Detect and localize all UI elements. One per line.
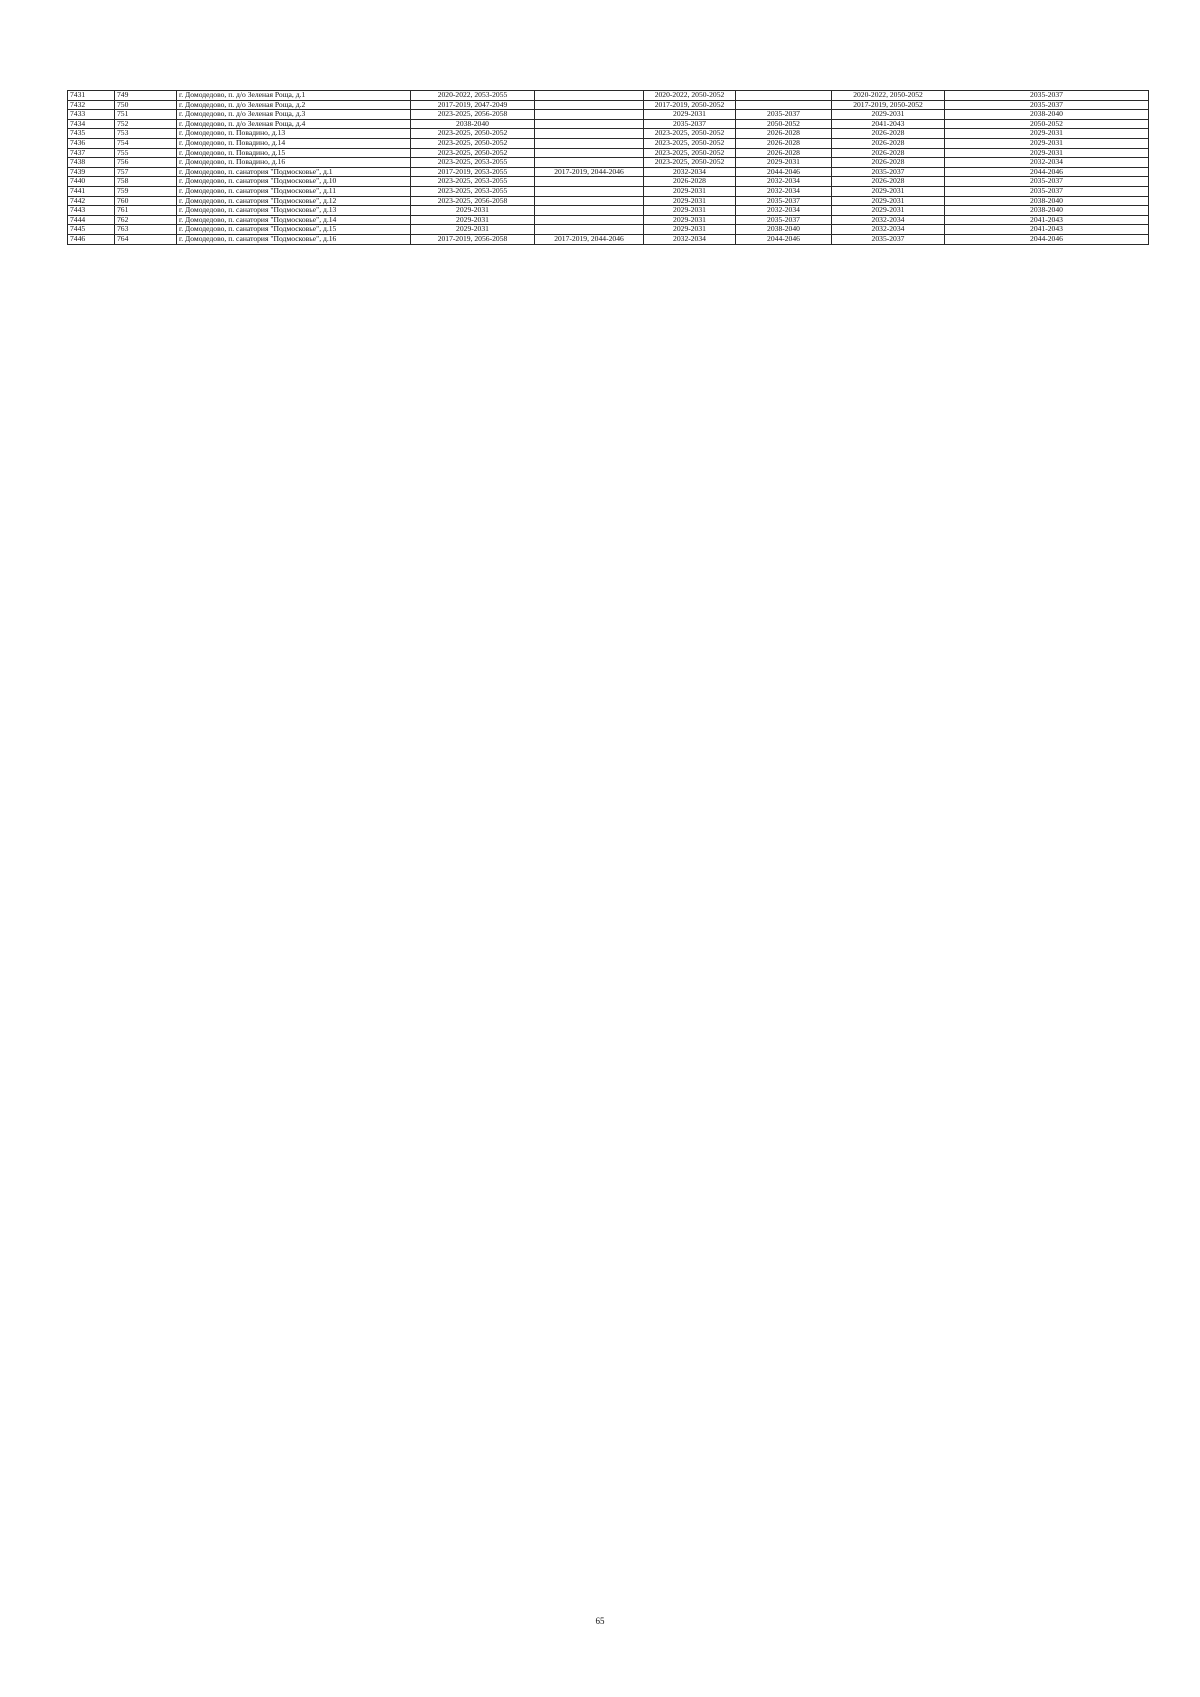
period-col6-cell: 2038-2040 — [945, 196, 1149, 206]
period-col5-cell: 2029-2031 — [832, 110, 945, 120]
period-col5-cell: 2020-2022, 2050-2052 — [832, 91, 945, 101]
address-cell: г. Домодедово, п. санатория "Подмосковье", д.12 — [177, 196, 411, 206]
row-number-cell: 7445 — [68, 225, 115, 235]
period-col6-cell: 2035-2037 — [945, 177, 1149, 187]
period-col6-cell: 2050-2052 — [945, 119, 1149, 129]
period-col4-cell: 2029-2031 — [736, 158, 832, 168]
period-col1-cell: 2023-2025, 2050-2052 — [411, 148, 535, 158]
period-col3-cell: 2023-2025, 2050-2052 — [644, 129, 736, 139]
period-col5-cell: 2035-2037 — [832, 167, 945, 177]
period-col2-cell — [535, 91, 644, 101]
period-col4-cell: 2026-2028 — [736, 148, 832, 158]
period-col1-cell: 2023-2025, 2056-2058 — [411, 110, 535, 120]
period-col4-cell: 2038-2040 — [736, 225, 832, 235]
period-col1-cell: 2023-2025, 2050-2052 — [411, 138, 535, 148]
period-col5-cell: 2026-2028 — [832, 148, 945, 158]
period-col2-cell — [535, 129, 644, 139]
period-col6-cell: 2032-2034 — [945, 158, 1149, 168]
period-col5-cell: 2026-2028 — [832, 177, 945, 187]
object-code-cell: 761 — [115, 206, 177, 216]
period-col6-cell: 2035-2037 — [945, 91, 1149, 101]
address-cell: г. Домодедово, п. санатория "Подмосковье", д.11 — [177, 186, 411, 196]
object-code-cell: 757 — [115, 167, 177, 177]
period-col1-cell: 2023-2025, 2053-2055 — [411, 158, 535, 168]
table-row — [68, 119, 1149, 129]
object-code-cell: 754 — [115, 138, 177, 148]
object-code-cell: 751 — [115, 110, 177, 120]
address-cell: г. Домодедово, п. д/о Зеленая Роща, д.3 — [177, 110, 411, 120]
row-number-cell: 7435 — [68, 129, 115, 139]
period-col1-cell: 2023-2025, 2053-2055 — [411, 186, 535, 196]
period-col4-cell — [736, 100, 832, 110]
period-col2-cell: 2017-2019, 2044-2046 — [535, 167, 644, 177]
object-code-cell: 749 — [115, 91, 177, 101]
period-col1-cell: 2029-2031 — [411, 225, 535, 235]
period-col2-cell — [535, 110, 644, 120]
document-sheet — [67, 90, 1148, 245]
row-number-cell: 7446 — [68, 234, 115, 244]
row-number-cell: 7444 — [68, 215, 115, 225]
period-col2-cell — [535, 196, 644, 206]
row-number-cell: 7431 — [68, 91, 115, 101]
period-col5-cell: 2041-2043 — [832, 119, 945, 129]
period-col4-cell: 2026-2028 — [736, 129, 832, 139]
period-col6-cell: 2041-2043 — [945, 225, 1149, 235]
period-col5-cell: 2029-2031 — [832, 206, 945, 216]
period-col4-cell: 2026-2028 — [736, 138, 832, 148]
address-cell: г. Домодедово, п. санатория "Подмосковье", д.16 — [177, 234, 411, 244]
period-col1-cell: 2017-2019, 2053-2055 — [411, 167, 535, 177]
object-code-cell: 752 — [115, 119, 177, 129]
row-number-cell: 7432 — [68, 100, 115, 110]
table-row — [68, 186, 1149, 196]
table-row — [68, 177, 1149, 187]
address-cell: г. Домодедово, п. санатория "Подмосковье", д.14 — [177, 215, 411, 225]
address-cell: г. Домодедово, п. Повадино, д.14 — [177, 138, 411, 148]
period-col3-cell: 2029-2031 — [644, 215, 736, 225]
period-col4-cell: 2044-2046 — [736, 234, 832, 244]
table-row — [68, 196, 1149, 206]
period-col3-cell: 2029-2031 — [644, 225, 736, 235]
period-col3-cell: 2029-2031 — [644, 186, 736, 196]
period-col2-cell — [535, 138, 644, 148]
object-code-cell: 760 — [115, 196, 177, 206]
row-number-cell: 7442 — [68, 196, 115, 206]
object-code-cell: 758 — [115, 177, 177, 187]
period-col4-cell: 2035-2037 — [736, 215, 832, 225]
period-col2-cell — [535, 100, 644, 110]
row-number-cell: 7433 — [68, 110, 115, 120]
period-col3-cell: 2020-2022, 2050-2052 — [644, 91, 736, 101]
period-col1-cell: 2023-2025, 2050-2052 — [411, 129, 535, 139]
table-row — [68, 167, 1149, 177]
period-col1-cell: 2017-2019, 2056-2058 — [411, 234, 535, 244]
address-cell: г. Домодедово, п. Повадино, д.16 — [177, 158, 411, 168]
period-col1-cell: 2029-2031 — [411, 206, 535, 216]
period-col4-cell: 2032-2034 — [736, 186, 832, 196]
address-cell: г. Домодедово, п. санатория "Подмосковье", д.15 — [177, 225, 411, 235]
table-row — [68, 206, 1149, 216]
object-code-cell: 755 — [115, 148, 177, 158]
period-col2-cell — [535, 186, 644, 196]
object-code-cell: 750 — [115, 100, 177, 110]
period-col1-cell: 2023-2025, 2053-2055 — [411, 177, 535, 187]
period-col5-cell: 2032-2034 — [832, 215, 945, 225]
table-row — [68, 158, 1149, 168]
period-col2-cell — [535, 148, 644, 158]
period-col4-cell: 2035-2037 — [736, 196, 832, 206]
period-col6-cell: 2038-2040 — [945, 206, 1149, 216]
period-col2-cell — [535, 177, 644, 187]
period-col4-cell: 2050-2052 — [736, 119, 832, 129]
table-row — [68, 148, 1149, 158]
address-cell: г. Домодедово, п. д/о Зеленая Роща, д.2 — [177, 100, 411, 110]
table-row — [68, 215, 1149, 225]
period-col6-cell: 2035-2037 — [945, 100, 1149, 110]
period-col1-cell: 2020-2022, 2053-2055 — [411, 91, 535, 101]
period-col2-cell — [535, 158, 644, 168]
period-col5-cell: 2017-2019, 2050-2052 — [832, 100, 945, 110]
period-col6-cell: 2041-2043 — [945, 215, 1149, 225]
table-row — [68, 129, 1149, 139]
table-body — [68, 91, 1149, 245]
period-col2-cell: 2017-2019, 2044-2046 — [535, 234, 644, 244]
period-col2-cell — [535, 225, 644, 235]
period-col5-cell: 2029-2031 — [832, 196, 945, 206]
period-col2-cell — [535, 206, 644, 216]
period-col3-cell: 2032-2034 — [644, 167, 736, 177]
table-row — [68, 91, 1149, 101]
row-number-cell: 7434 — [68, 119, 115, 129]
address-cell: г. Домодедово, п. Повадино, д.15 — [177, 148, 411, 158]
period-col3-cell: 2032-2034 — [644, 234, 736, 244]
object-code-cell: 763 — [115, 225, 177, 235]
period-col6-cell: 2044-2046 — [945, 234, 1149, 244]
period-col3-cell: 2026-2028 — [644, 177, 736, 187]
period-col3-cell: 2023-2025, 2050-2052 — [644, 158, 736, 168]
address-cell: г. Домодедово, п. санатория "Подмосковье", д.1 — [177, 167, 411, 177]
period-col3-cell: 2029-2031 — [644, 196, 736, 206]
period-col4-cell — [736, 91, 832, 101]
period-col3-cell: 2029-2031 — [644, 110, 736, 120]
table-row — [68, 110, 1149, 120]
period-col4-cell: 2032-2034 — [736, 206, 832, 216]
period-col6-cell: 2044-2046 — [945, 167, 1149, 177]
period-col5-cell: 2026-2028 — [832, 138, 945, 148]
period-col3-cell: 2023-2025, 2050-2052 — [644, 148, 736, 158]
period-col3-cell: 2029-2031 — [644, 206, 736, 216]
period-col6-cell: 2038-2040 — [945, 110, 1149, 120]
row-number-cell: 7438 — [68, 158, 115, 168]
table-row — [68, 225, 1149, 235]
period-col5-cell: 2026-2028 — [832, 158, 945, 168]
period-col3-cell: 2023-2025, 2050-2052 — [644, 138, 736, 148]
period-col1-cell: 2029-2031 — [411, 215, 535, 225]
table-row — [68, 100, 1149, 110]
object-code-cell: 762 — [115, 215, 177, 225]
object-code-cell: 764 — [115, 234, 177, 244]
schedule-table — [67, 90, 1149, 245]
table-row — [68, 138, 1149, 148]
row-number-cell: 7440 — [68, 177, 115, 187]
address-cell: г. Домодедово, п. санатория "Подмосковье", д.10 — [177, 177, 411, 187]
period-col5-cell: 2035-2037 — [832, 234, 945, 244]
period-col6-cell: 2029-2031 — [945, 138, 1149, 148]
period-col4-cell: 2032-2034 — [736, 177, 832, 187]
period-col2-cell — [535, 215, 644, 225]
address-cell: г. Домодедово, п. д/о Зеленая Роща, д.1 — [177, 91, 411, 101]
period-col1-cell: 2017-2019, 2047-2049 — [411, 100, 535, 110]
row-number-cell: 7436 — [68, 138, 115, 148]
period-col3-cell: 2017-2019, 2050-2052 — [644, 100, 736, 110]
period-col6-cell: 2029-2031 — [945, 148, 1149, 158]
row-number-cell: 7437 — [68, 148, 115, 158]
address-cell: г. Домодедово, п. санатория "Подмосковье", д.13 — [177, 206, 411, 216]
address-cell: г. Домодедово, п. Повадино, д.13 — [177, 129, 411, 139]
period-col5-cell: 2032-2034 — [832, 225, 945, 235]
period-col5-cell: 2029-2031 — [832, 186, 945, 196]
page-number: 65 — [595, 1616, 605, 1626]
object-code-cell: 759 — [115, 186, 177, 196]
period-col2-cell — [535, 119, 644, 129]
object-code-cell: 756 — [115, 158, 177, 168]
period-col1-cell: 2038-2040 — [411, 119, 535, 129]
period-col4-cell: 2035-2037 — [736, 110, 832, 120]
period-col6-cell: 2035-2037 — [945, 186, 1149, 196]
table-row — [68, 234, 1149, 244]
period-col3-cell: 2035-2037 — [644, 119, 736, 129]
row-number-cell: 7441 — [68, 186, 115, 196]
address-cell: г. Домодедово, п. д/о Зеленая Роща, д.4 — [177, 119, 411, 129]
period-col6-cell: 2029-2031 — [945, 129, 1149, 139]
object-code-cell: 753 — [115, 129, 177, 139]
period-col4-cell: 2044-2046 — [736, 167, 832, 177]
row-number-cell: 7443 — [68, 206, 115, 216]
row-number-cell: 7439 — [68, 167, 115, 177]
period-col1-cell: 2023-2025, 2056-2058 — [411, 196, 535, 206]
period-col5-cell: 2026-2028 — [832, 129, 945, 139]
